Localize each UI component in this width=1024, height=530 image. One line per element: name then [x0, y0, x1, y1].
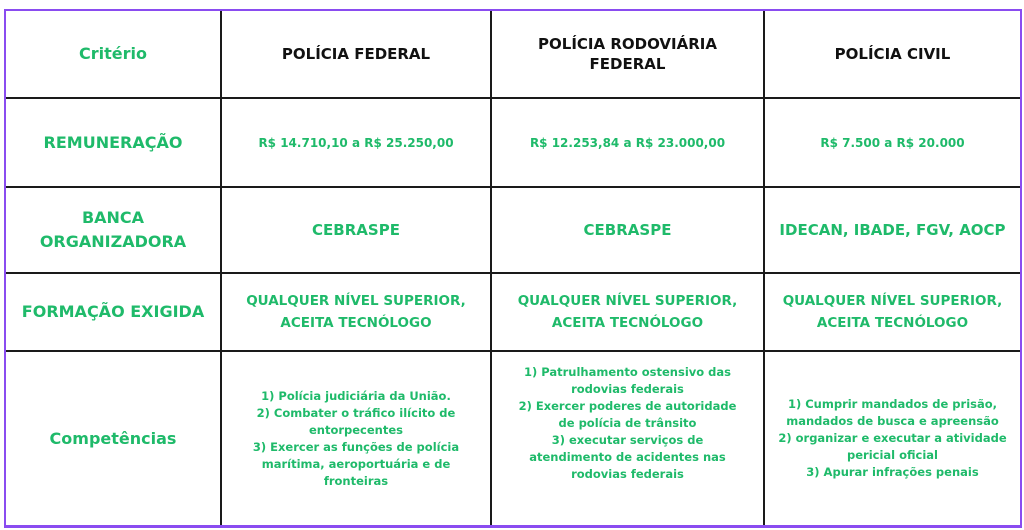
text-line: QUALQUER NÍVEL SUPERIOR,: [517, 293, 738, 309]
header-prf-line: FEDERAL: [589, 55, 666, 73]
text-line: 3) executar serviços de: [551, 433, 704, 447]
text-line: entorpecentes: [308, 422, 404, 437]
text-line: 1) Cumprir mandados de prisão,: [787, 397, 998, 411]
cell-prf-formacao: [491, 273, 764, 351]
label-competencias: Competências: [6, 351, 221, 525]
row-remuneracao: [6, 98, 1020, 187]
text-line: atendimento de acidentes nas: [529, 450, 726, 464]
cell-pf-banca: CEBRASPE: [221, 187, 491, 273]
cell-prf-banca: CEBRASPE: [491, 187, 764, 273]
cell-pc-formacao: [764, 273, 1020, 351]
text-line: fronteiras: [323, 473, 389, 488]
text-line: marítima, aeroportuária e de: [261, 456, 451, 471]
cell-pc-banca: IDECAN, IBADE, FGV, AOCP: [764, 187, 1020, 273]
text-line: ACEITA TECNÓLOGO: [280, 315, 432, 331]
text-line: mandados de busca e apreensão: [786, 414, 999, 428]
label-line: BANCA: [81, 208, 145, 227]
text-line: 3) Apurar infrações penais: [806, 465, 979, 479]
label-line: ORGANIZADORA: [39, 232, 187, 251]
label-remuneracao: REMUNERAÇÃO: [6, 98, 221, 187]
text-line: pericial oficial: [847, 448, 938, 462]
cell-pf-remuneracao: R$ 14.710,10 a R$ 25.250,00: [221, 98, 491, 187]
text-line: QUALQUER NÍVEL SUPERIOR,: [246, 293, 466, 309]
cell-prf-competencias: [491, 351, 764, 525]
cell-pc-remuneracao: R$ 7.500 a R$ 20.000: [764, 98, 1020, 187]
text-line: de polícia de trânsito: [558, 416, 697, 430]
text-line: 1) Patrulhamento ostensivo das: [523, 365, 731, 379]
text-line: rodovias federais: [571, 467, 684, 481]
cell-prf-remuneracao: R$ 12.253,84 a R$ 23.000,00: [491, 98, 764, 187]
text-line: 3) Exercer as funções de polícia: [252, 439, 460, 454]
comparison-table: [6, 11, 1020, 525]
label-banca: [6, 187, 221, 273]
text-line: 2) Exercer poderes de autoridade: [518, 399, 737, 413]
row-competencias: [6, 351, 1020, 525]
row-banca: [6, 187, 1020, 273]
comparison-table-frame: [4, 9, 1022, 528]
cell-pf-competencias: [221, 351, 491, 525]
text-line: 2) Combater o tráfico ilícito de: [256, 405, 456, 420]
text-line: 1) Polícia judiciária da União.: [261, 388, 451, 403]
cell-pf-formacao: [221, 273, 491, 351]
text-line: QUALQUER NÍVEL SUPERIOR,: [782, 293, 1003, 309]
row-formacao: [6, 273, 1020, 351]
text-line: ACEITA TECNÓLOGO: [551, 315, 704, 331]
header-row: [6, 11, 1020, 98]
text-line: 2) organizar e executar a atividade: [778, 431, 1007, 445]
cell-pc-competencias: [764, 351, 1020, 525]
header-prf-line: POLÍCIA RODOVIÁRIA: [538, 35, 717, 53]
text-line: ACEITA TECNÓLOGO: [816, 315, 969, 331]
header-policia-rodoviaria-federal: [491, 11, 764, 98]
header-policia-civil: POLÍCIA CIVIL: [764, 11, 1020, 98]
text-line: rodovias federais: [571, 382, 684, 396]
header-criterio: Critério: [6, 11, 221, 98]
header-policia-federal: POLÍCIA FEDERAL: [221, 11, 491, 98]
label-formacao: FORMAÇÃO EXIGIDA: [6, 273, 221, 351]
